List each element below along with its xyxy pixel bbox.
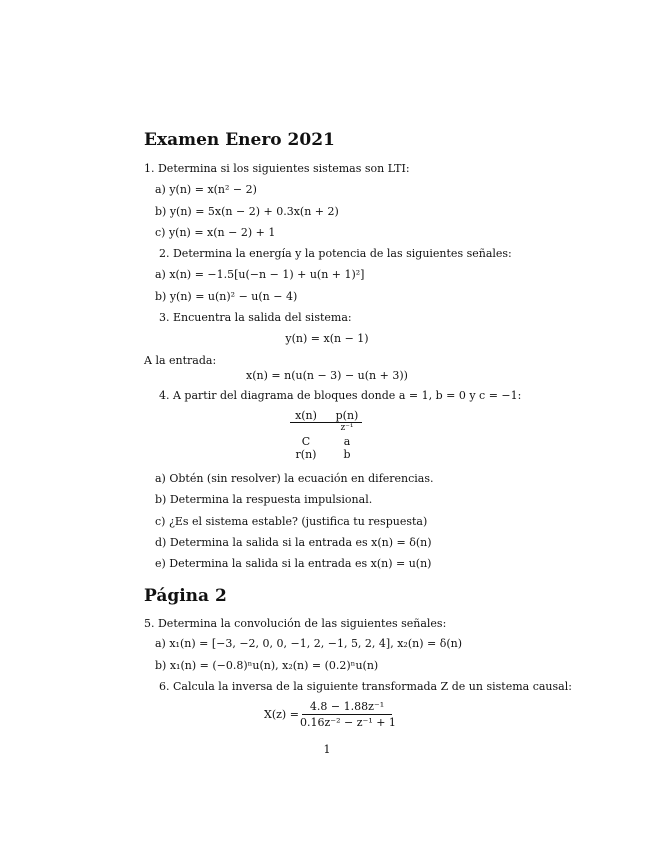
q1-item-b: b) y(n) = 5x(n − 2) + 0.3x(n + 2) (155, 205, 339, 218)
q1-item-c: c) y(n) = x(n − 2) + 1 (155, 226, 276, 239)
table-r2c1: C (301, 435, 311, 448)
table-r3c1: r(n) (295, 448, 317, 461)
page-number: 1 (323, 743, 331, 756)
q4-item-a: a) Obtén (sin resolver) la ecuación en diferencias. (155, 472, 434, 485)
transform-numerator: 4.8 − 1.88z⁻¹ (309, 700, 385, 713)
transform-lhs: X(z) = (264, 708, 299, 721)
q1-item-a: a) y(n) = x(n² − 2) (155, 183, 257, 196)
exam-title: Examen Enero 2021 (144, 130, 335, 150)
q5-prompt: 5. Determina la convolución de las siguientes señales: (144, 617, 447, 630)
q3-equation-x: x(n) = n(u(n − 3) − u(n + 3)) (246, 369, 408, 382)
fraction-bar (302, 714, 392, 715)
table-r3c2: b (343, 448, 351, 461)
q5-item-b: b) x₁(n) = (−0.8)ⁿu(n), x₂(n) = (0.2)ⁿu(n) (155, 659, 379, 672)
table-r2c2: a (343, 435, 351, 448)
q5-item-a: a) x₁(n) = [−3, −2, 0, 0, −1, 2, −1, 5, 2, 4], x₂(n) = δ(n) (155, 637, 462, 650)
q3-equation-y: y(n) = x(n − 1) (285, 332, 369, 345)
q3-prompt: 3. Encuentra la salida del sistema: (159, 311, 352, 324)
q2-prompt: 2. Determina la energía y la potencia de las siguientes señales: (159, 247, 512, 260)
q4-item-b: b) Determina la respuesta impulsional. (155, 493, 373, 506)
q4-item-e: e) Determina la salida si la entrada es x(n) = u(n) (155, 557, 432, 570)
q4-item-c: c) ¿Es el sistema estable? (justifica tu respuesta) (155, 515, 428, 528)
q4-prompt: 4. A partir del diagrama de bloques donde a = 1, b = 0 y c = −1: (159, 389, 522, 402)
table-r1c2: z⁻¹ (340, 423, 354, 433)
transform-denominator: 0.16z⁻² − z⁻¹ + 1 (300, 716, 396, 729)
q3-input-label: A la entrada: (144, 354, 217, 367)
table-header-1: x(n) (295, 409, 317, 422)
q4-item-d: d) Determina la salida si la entrada es x(n) = δ(n) (155, 536, 432, 549)
q2-item-b: b) y(n) = u(n)² − u(n − 4) (155, 290, 298, 303)
page-2-title: Página 2 (144, 586, 227, 606)
q6-prompt: 6. Calcula la inversa de la siguiente transformada Z de un sistema causal: (159, 680, 572, 693)
q1-prompt: 1. Determina si los siguientes sistemas son LTI: (144, 162, 410, 175)
q2-item-a: a) x(n) = −1.5[u(−n − 1) + u(n + 1)²] (155, 268, 365, 281)
table-header-2: p(n) (335, 409, 359, 422)
